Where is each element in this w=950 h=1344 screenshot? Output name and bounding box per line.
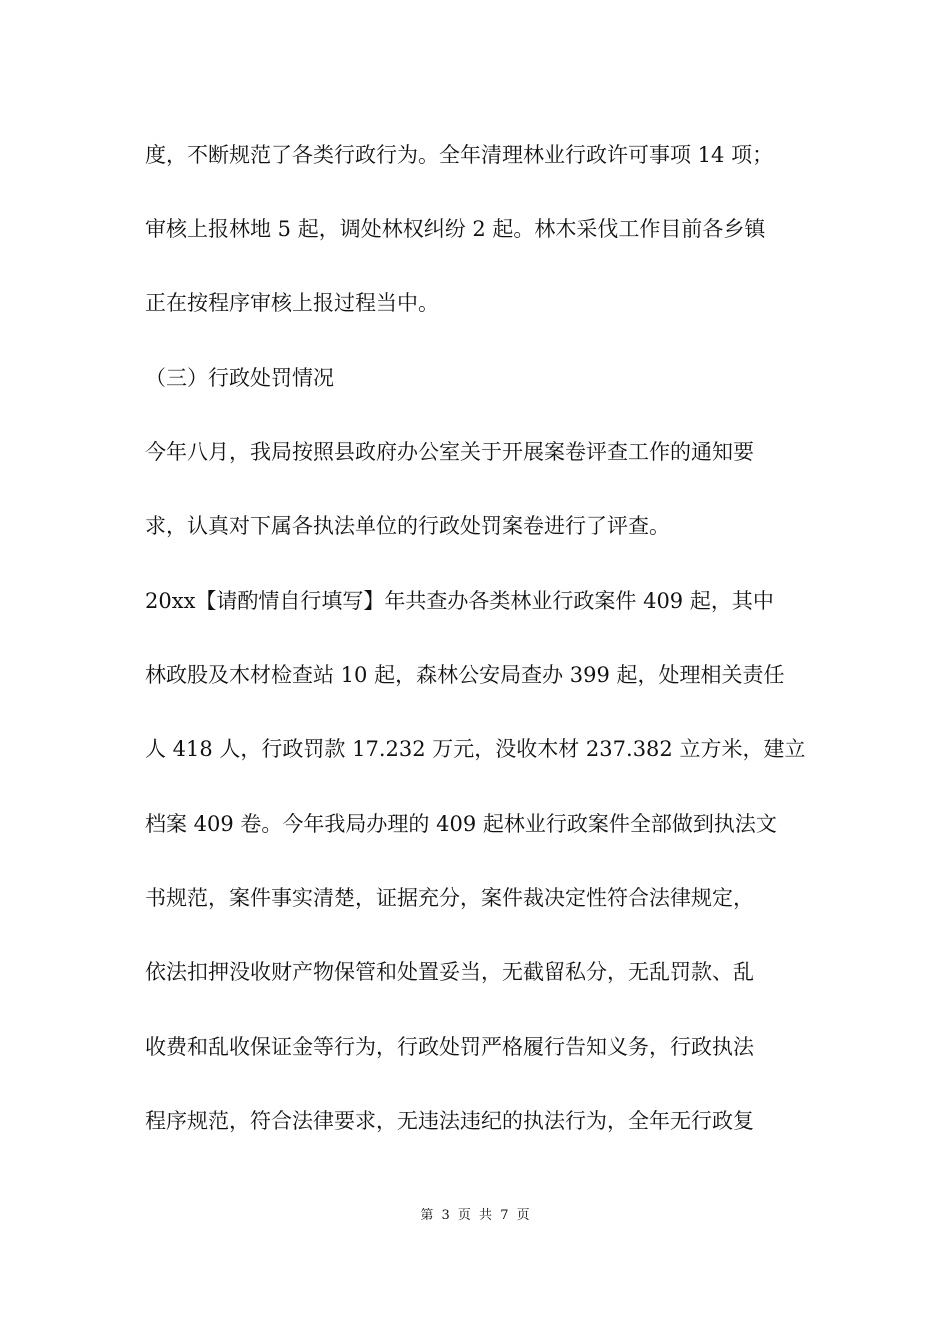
body-text-line: 收费和乱收保证金等行为，行政处罚严格履行告知义务，行政执法	[145, 1035, 754, 1059]
section-heading: （三）行政处罚情况	[145, 366, 334, 390]
body-text-line: 度，不断规范了各类行政行为。全年清理林业行政许可事项 14 项；	[145, 143, 774, 167]
body-text-line: 档案 409 卷。今年我局办理的 409 起林业行政案件全部做到执法文	[145, 812, 777, 836]
body-text-line: 20xx【请酌情自行填写】年共查办各类林业行政案件 409 起，其中	[145, 589, 774, 613]
body-text-line: 林政股及木材检查站 10 起，森林公安局查办 399 起，处理相关责任	[145, 663, 785, 687]
body-text-line: 依法扣押没收财产物保管和处置妥当，无截留私分，无乱罚款、乱	[145, 960, 754, 984]
body-text-line: 求，认真对下属各执法单位的行政处罚案卷进行了评查。	[145, 514, 670, 538]
body-text-line: 正在按程序审核上报过程当中。	[145, 291, 439, 315]
body-text-line: 人 418 人，行政罚款 17.232 万元，没收木材 237.382 立方米，建立	[145, 737, 806, 761]
body-text-line: 审核上报林地 5 起，调处林权纠纷 2 起。林木采伐工作目前各乡镇	[145, 217, 766, 241]
body-text-line: 程序规范，符合法律要求，无违法违纪的执法行为，全年无行政复	[145, 1109, 754, 1133]
body-text-line: 今年八月，我局按照县政府办公室关于开展案卷评查工作的通知要	[145, 440, 754, 464]
page-number-footer: 第 3 页 共 7 页	[420, 1208, 530, 1223]
body-text-line: 书规范，案件事实清楚，证据充分，案件裁决定性符合法律规定，	[145, 886, 754, 910]
